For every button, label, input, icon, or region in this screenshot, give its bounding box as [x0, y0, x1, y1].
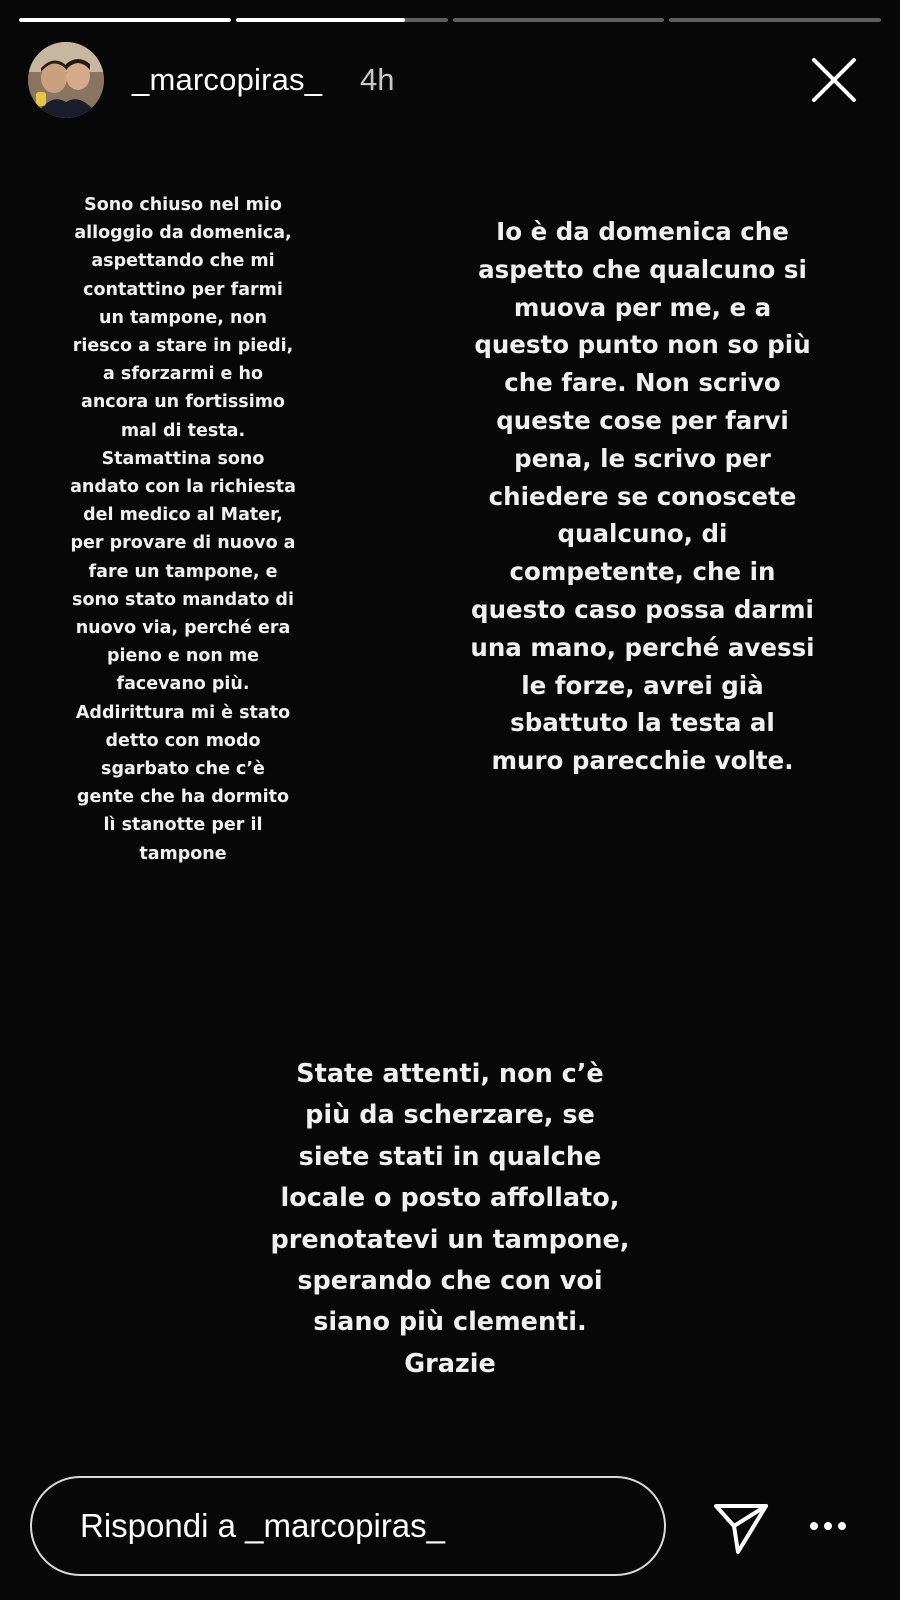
close-button[interactable] [808, 54, 860, 106]
post-time: 4h [360, 62, 395, 97]
avatar-photo [28, 42, 104, 118]
username[interactable]: _marcopiras_ [132, 62, 323, 97]
progress-fill [19, 18, 231, 22]
avatar[interactable] [28, 42, 104, 118]
close-icon [808, 54, 860, 106]
story-text-left: Sono chiuso nel mio alloggio da domenica, aspettando che mi contattino per farmi un tampone, non riesco a stare in piedi, a sforzarmi e ho ancora un fortissimo mal di testa. Stamattina sono andato con la richiesta del medico al Mater, per provare di nuovo a fare un tampone, e sono stato mandato di nuovo via, perché era pieno e non me facevano più. Addirittura mi è stato detto con modo sgarbato che c’è gente che ha dormito lì stanotte per il tampone [70, 195, 296, 864]
more-icon [808, 1514, 848, 1538]
progress-segment [236, 18, 448, 22]
send-icon [712, 1498, 770, 1556]
send-button[interactable] [712, 1498, 770, 1556]
story-text-thanks: Grazie [404, 1348, 496, 1379]
story-progress-bars [19, 18, 881, 23]
story-text-right: Io è da domenica che aspetto che qualcuno si muova per me, e a questo punto non so più che fare. Non scrivo queste cose per farvi pena, le scrivo per chiedere se conoscete qualcuno, di competente, che in questo caso possa darmi una mano, perché avessi le forze, avrei già sbattuto la testa al muro parecchie volte. [470, 217, 815, 776]
story-text-bottom [270, 1054, 630, 1385]
more-options-button[interactable] [808, 1514, 848, 1538]
progress-segment [19, 18, 231, 22]
story-header [28, 42, 878, 120]
reply-input[interactable]: Rispondi a _marcopiras_ [30, 1476, 666, 1576]
progress-fill [236, 18, 405, 22]
story-text-bottom-body: State attenti, non c’è più da scherzare, se siete stati in qualche locale o posto affollato, prenotatevi un tampone, sperando che con voi siano più clementi. [270, 1059, 630, 1338]
progress-segment [669, 18, 881, 22]
progress-segment [453, 18, 665, 22]
